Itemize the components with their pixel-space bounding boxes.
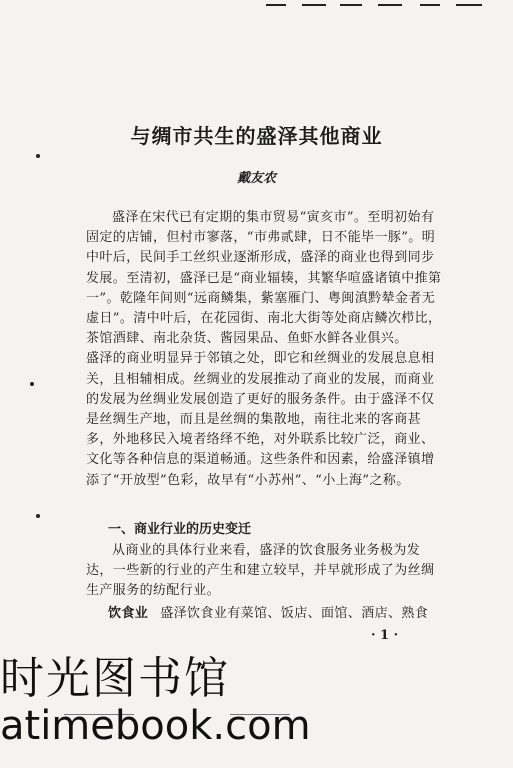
margin-mark — [36, 154, 40, 158]
top-dash — [340, 4, 362, 6]
subsection-text: 盛泽饮食业有菜馆、饭店、面馆、酒店、熟食 — [160, 606, 429, 621]
top-dash — [302, 4, 326, 6]
subsection-label: 饮食业 — [108, 606, 149, 621]
top-dash — [266, 4, 286, 6]
watermark-url: atimebook.com — [0, 703, 311, 749]
paragraph: 盛泽的商业明显异于邻镇之处，即它和丝绸业的发展息息相关，且相辅相成。丝绸业的发展推动了商业的发展，而商业的发展为丝绸业发展创造了更好的服务条件。由于盛泽不仅是丝绸生产地，而且是丝绸的集散地，南往北来的客商甚多，外地移民入境者络绎不绝，对外联系比较广泛，商业、文化等各种信息的渠道畅通。这些条件和因素，给盛泽镇增添了“开放型”色彩，故早有“小苏州”、“小上海”之称。 — [86, 351, 435, 488]
page-number: · 1 · — [371, 628, 399, 643]
margin-mark — [36, 514, 40, 518]
paragraph: 从商业的具体行业来看，盛泽的饮食服务业务极为发达，一些新的行业的产生和建立较早，并早就形成了为丝绸生产服务的纺配行业。 — [86, 543, 435, 599]
watermark-title: 时光图书馆 — [0, 653, 230, 704]
top-dash — [378, 4, 402, 6]
top-dash — [420, 4, 440, 6]
section-heading: 一、商业行业的历史变迁 — [108, 522, 252, 537]
article-author: 戴友农 — [236, 171, 276, 186]
margin-mark — [30, 382, 34, 386]
paragraph: 盛泽在宋代已有定期的集市贸易“寅亥市”。至明初始有固定的店铺，但村市寥落，“市弗贰肆，日不能毕一豚”。明中叶后，民间手工丝织业逐渐形成，盛泽的商业也得到同步发展。至清初，盛泽已是“商业辐辏，其繁华喧盛诸镇中推第一”。乾隆年间则“远商鳞集，紫塞雁门、粤闽滇黔辇金者无虚日”。清中叶后，在花园街、南北大街等处商店鳞次栉比，茶馆酒肆、南北杂货、酱园果品、鱼虾水鲜各业俱兴。 — [86, 210, 442, 347]
section-body — [86, 541, 446, 602]
watermark — [0, 655, 513, 749]
top-dash — [456, 4, 482, 6]
subsection-line — [108, 602, 428, 621]
article-body — [86, 208, 446, 491]
article-title: 与绸市共生的盛泽其他商业 — [130, 124, 383, 148]
